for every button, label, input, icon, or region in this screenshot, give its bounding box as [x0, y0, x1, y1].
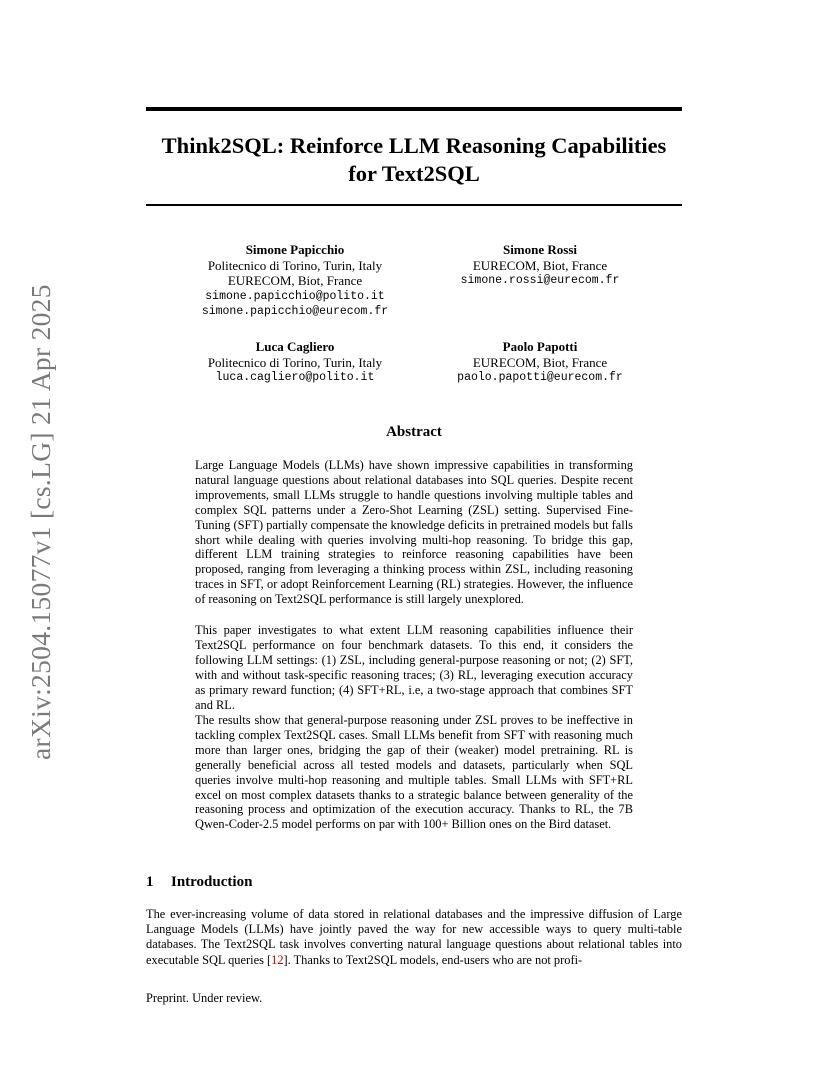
author-name: Luca Cagliero — [255, 339, 335, 354]
intro-text: ]. Thanks to Text2SQL models, end-users who are not profi- — [283, 952, 583, 967]
author-name: Paolo Papotti — [502, 339, 578, 354]
section-heading — [146, 874, 252, 891]
abstract-paragraph: The results show that general-purpose reasoning under ZSL proves to be ineffective in tackling complex Text2SQL cases. Small LLMs benefit from SFT with reasoning much more than larger ones, bridging the gap of their (weaker) model pretraining. RL is generally beneficial across all tested models and datasets, particularly when SQL queries involve multi-hop reasoning and multiple tables. Small LLMs with SFT+RL excel on most complex datasets thanks to a strategic balance between generality of the reasoning process and optimization of the execution accuracy. Thanks to RL, the 7B Qwen-Coder-2.5 model performs on par with 100+ Billion ones on the Bird dataset. — [195, 713, 633, 832]
author-email[interactable]: paolo.papotti@eurecom.fr — [457, 371, 623, 384]
intro-text: The ever-increasing volume of data stored in relational databases and the impressive diffusion of Large Language Models (LLMs) have jointly paved the way for new accessible ways to query multi-table databases. The Text2SQL task involves converting natural language questions about relational tables into executable SQL queries [ — [146, 907, 682, 967]
section-number: 1 — [146, 874, 154, 890]
title-top-rule — [146, 107, 682, 111]
abstract-paragraph: Large Language Models (LLMs) have shown impressive capabilities in transforming natural language questions about relational databases into SQL queries. Despite recent improvements, small LLMs struggle to handle questions involving multiple tables and complex SQL patterns under a Zero-Shot Learning (ZSL) setting. Supervised Fine-Tuning (SFT) partially compensate the knowledge deficits in pretrained models but falls short while dealing with queries involving multi-hop reasoning. To bridge this gap, different LLM training strategies to reinforce reasoning capabilities have been proposed, ranging from leveraging a thinking process within ZSL, including reasoning traces in SFT, or adopt Reinforcement Learning (RL) strategies. However, the influence of reasoning on Text2SQL performance is still largely unexplored. — [195, 458, 633, 607]
title-line-2: for Text2SQL — [348, 161, 480, 186]
author-affiliation: EURECOM, Biot, France — [472, 257, 608, 273]
author-affiliation: Politecnico di Torino, Turin, Italy — [207, 354, 383, 370]
footer-note: Preprint. Under review. — [146, 991, 263, 1005]
author-affiliation: EURECOM, Biot, France — [227, 273, 363, 288]
author-affiliation: EURECOM, Biot, France — [472, 354, 608, 370]
author-email[interactable]: simone.papicchio@polito.it — [205, 289, 385, 303]
author-email[interactable]: luca.cagliero@polito.it — [215, 371, 375, 384]
author-email[interactable]: simone.rossi@eurecom.fr — [460, 274, 620, 287]
citation-link[interactable]: 12 — [271, 952, 284, 967]
section-title: Introduction — [171, 874, 253, 890]
author-email[interactable]: simone.papicchio@eurecom.fr — [201, 305, 389, 318]
intro-paragraph — [146, 907, 682, 968]
abstract-paragraph: This paper investigates to what extent LLM reasoning capabilities influence their Text2SQL performance on four benchmark datasets. To this end, it considers the following LLM settings: (1) ZSL, including general-purpose reasoning or not; (2) SFT, with and without task-specific reasoning traces; (3) RL, leveraging execution accuracy as primary reward function; (4) SFT+RL, i.e, a two-stage approach that combines SFT and RL. — [195, 623, 633, 712]
arxiv-identifier: arXiv:2504.15077v1 [cs.LG] 21 Apr 2025 — [25, 284, 56, 760]
title-bottom-rule — [146, 204, 682, 206]
author-name: Simone Rossi — [502, 242, 578, 257]
author-name: Simone Papicchio — [245, 242, 345, 257]
author-affiliation: Politecnico di Torino, Turin, Italy — [207, 257, 383, 273]
abstract-heading: Abstract — [386, 424, 442, 440]
author-block-rossi — [435, 242, 645, 289]
author-block-cagliero — [195, 339, 395, 386]
title-line-1: Think2SQL: Reinforce LLM Reasoning Capabilities — [161, 133, 667, 158]
author-block-papotti — [435, 339, 645, 386]
author-block-papicchio — [195, 242, 395, 320]
paper-title — [146, 132, 682, 188]
